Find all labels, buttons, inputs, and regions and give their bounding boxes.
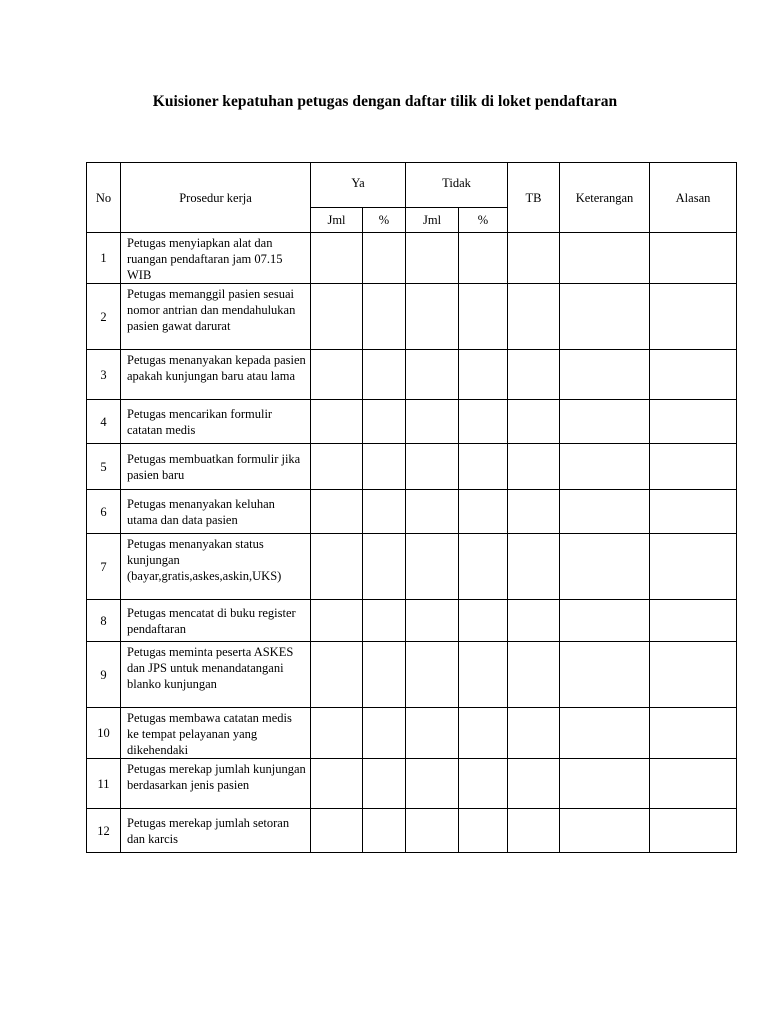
ya-jml-cell	[311, 490, 363, 534]
tidak-jml-cell	[406, 642, 459, 708]
keterangan-cell	[560, 400, 650, 444]
keterangan-cell	[560, 642, 650, 708]
alasan-cell	[650, 444, 737, 490]
table-row	[87, 642, 737, 708]
ya-jml-cell	[311, 600, 363, 642]
header-tb: TB	[508, 163, 560, 233]
table-row	[87, 600, 737, 642]
procedure-text: Petugas merekap jumlah setoran dan karcis	[121, 809, 311, 853]
tidak-jml-cell	[406, 233, 459, 284]
tidak-percent-cell	[459, 400, 508, 444]
ya-percent-cell	[363, 809, 406, 853]
procedure-text: Petugas membawa catatan medis ke tempat pelayanan yang dikehendaki	[121, 708, 311, 759]
row-number: 1	[87, 233, 121, 284]
procedure-text: Petugas membuatkan formulir jika pasien baru	[121, 444, 311, 490]
keterangan-cell	[560, 534, 650, 600]
procedure-text: Petugas mencarikan formulir catatan medis	[121, 400, 311, 444]
tb-cell	[508, 490, 560, 534]
tb-cell	[508, 233, 560, 284]
table-row	[87, 490, 737, 534]
tidak-percent-cell	[459, 350, 508, 400]
tb-cell	[508, 708, 560, 759]
keterangan-cell	[560, 490, 650, 534]
tidak-percent-cell	[459, 534, 508, 600]
row-number: 11	[87, 759, 121, 809]
header-keterangan: Keterangan	[560, 163, 650, 233]
checklist-table	[86, 162, 737, 853]
tidak-jml-cell	[406, 284, 459, 350]
ya-jml-cell	[311, 759, 363, 809]
row-number: 4	[87, 400, 121, 444]
tidak-jml-cell	[406, 759, 459, 809]
tidak-jml-cell	[406, 490, 459, 534]
header-tidak: Tidak	[406, 163, 508, 208]
tidak-percent-cell	[459, 600, 508, 642]
ya-percent-cell	[363, 400, 406, 444]
ya-jml-cell	[311, 809, 363, 853]
tb-cell	[508, 642, 560, 708]
table-row	[87, 444, 737, 490]
alasan-cell	[650, 350, 737, 400]
header-ya-percent: %	[363, 208, 406, 233]
procedure-text: Petugas merekap jumlah kunjungan berdasarkan jenis pasien	[121, 759, 311, 809]
tb-cell	[508, 809, 560, 853]
tidak-jml-cell	[406, 534, 459, 600]
row-number: 2	[87, 284, 121, 350]
row-number: 12	[87, 809, 121, 853]
tidak-percent-cell	[459, 759, 508, 809]
table-row	[87, 708, 737, 759]
tidak-jml-cell	[406, 708, 459, 759]
header-tidak-jml: Jml	[406, 208, 459, 233]
row-number: 9	[87, 642, 121, 708]
table-row	[87, 809, 737, 853]
table-row	[87, 534, 737, 600]
tidak-percent-cell	[459, 708, 508, 759]
ya-jml-cell	[311, 350, 363, 400]
table-row	[87, 759, 737, 809]
keterangan-cell	[560, 708, 650, 759]
page-title	[0, 93, 768, 111]
keterangan-cell	[560, 233, 650, 284]
ya-percent-cell	[363, 708, 406, 759]
tb-cell	[508, 759, 560, 809]
procedure-text: Petugas memanggil pasien sesuai nomor antrian dan mendahulukan pasien gawat darurat	[121, 284, 311, 350]
ya-jml-cell	[311, 233, 363, 284]
row-number: 5	[87, 444, 121, 490]
alasan-cell	[650, 809, 737, 853]
keterangan-cell	[560, 350, 650, 400]
procedure-text: Petugas menanyakan kepada pasien apakah kunjungan baru atau lama	[121, 350, 311, 400]
procedure-text: Petugas mencatat di buku register pendaftaran	[121, 600, 311, 642]
ya-jml-cell	[311, 444, 363, 490]
table-row	[87, 284, 737, 350]
table-row	[87, 400, 737, 444]
ya-jml-cell	[311, 708, 363, 759]
row-number: 10	[87, 708, 121, 759]
header-tidak-percent: %	[459, 208, 508, 233]
keterangan-cell	[560, 600, 650, 642]
keterangan-cell	[560, 759, 650, 809]
alasan-cell	[650, 600, 737, 642]
ya-jml-cell	[311, 400, 363, 444]
alasan-cell	[650, 233, 737, 284]
tb-cell	[508, 600, 560, 642]
ya-jml-cell	[311, 284, 363, 350]
alasan-cell	[650, 642, 737, 708]
header-ya-jml: Jml	[311, 208, 363, 233]
keterangan-cell	[560, 809, 650, 853]
alasan-cell	[650, 490, 737, 534]
ya-percent-cell	[363, 490, 406, 534]
ya-percent-cell	[363, 534, 406, 600]
header-prosedur-kerja: Prosedur kerja	[121, 163, 311, 233]
alasan-cell	[650, 400, 737, 444]
procedure-text: Petugas meminta peserta ASKES dan JPS untuk menandatangani blanko kunjungan	[121, 642, 311, 708]
tidak-percent-cell	[459, 809, 508, 853]
tidak-jml-cell	[406, 350, 459, 400]
procedure-text: Petugas menyiapkan alat dan ruangan pendaftaran jam 07.15 WIB	[121, 233, 311, 284]
keterangan-cell	[560, 444, 650, 490]
row-number: 8	[87, 600, 121, 642]
ya-jml-cell	[311, 642, 363, 708]
table-row	[87, 233, 737, 284]
procedure-text: Petugas menanyakan keluhan utama dan data pasien	[121, 490, 311, 534]
alasan-cell	[650, 534, 737, 600]
row-number: 6	[87, 490, 121, 534]
tb-cell	[508, 284, 560, 350]
tidak-jml-cell	[406, 400, 459, 444]
header-ya: Ya	[311, 163, 406, 208]
row-number: 7	[87, 534, 121, 600]
ya-percent-cell	[363, 600, 406, 642]
ya-percent-cell	[363, 444, 406, 490]
alasan-cell	[650, 284, 737, 350]
tidak-jml-cell	[406, 444, 459, 490]
ya-percent-cell	[363, 284, 406, 350]
header-row-top	[87, 163, 737, 208]
tb-cell	[508, 534, 560, 600]
page-title-text: Kuisioner kepatuhan petugas dengan daftar tilik di loket pendaftaran	[152, 93, 618, 110]
tb-cell	[508, 400, 560, 444]
header-no: No	[87, 163, 121, 233]
tidak-jml-cell	[406, 809, 459, 853]
tidak-percent-cell	[459, 490, 508, 534]
alasan-cell	[650, 708, 737, 759]
ya-jml-cell	[311, 534, 363, 600]
tidak-percent-cell	[459, 642, 508, 708]
tidak-percent-cell	[459, 233, 508, 284]
alasan-cell	[650, 759, 737, 809]
tb-cell	[508, 350, 560, 400]
tidak-percent-cell	[459, 444, 508, 490]
tb-cell	[508, 444, 560, 490]
tidak-jml-cell	[406, 600, 459, 642]
ya-percent-cell	[363, 642, 406, 708]
table-row	[87, 350, 737, 400]
header-alasan: Alasan	[650, 163, 737, 233]
procedure-text: Petugas menanyakan status kunjungan (bayar,gratis,askes,askin,UKS)	[121, 534, 311, 600]
row-number: 3	[87, 350, 121, 400]
ya-percent-cell	[363, 350, 406, 400]
tidak-percent-cell	[459, 284, 508, 350]
ya-percent-cell	[363, 759, 406, 809]
keterangan-cell	[560, 284, 650, 350]
ya-percent-cell	[363, 233, 406, 284]
